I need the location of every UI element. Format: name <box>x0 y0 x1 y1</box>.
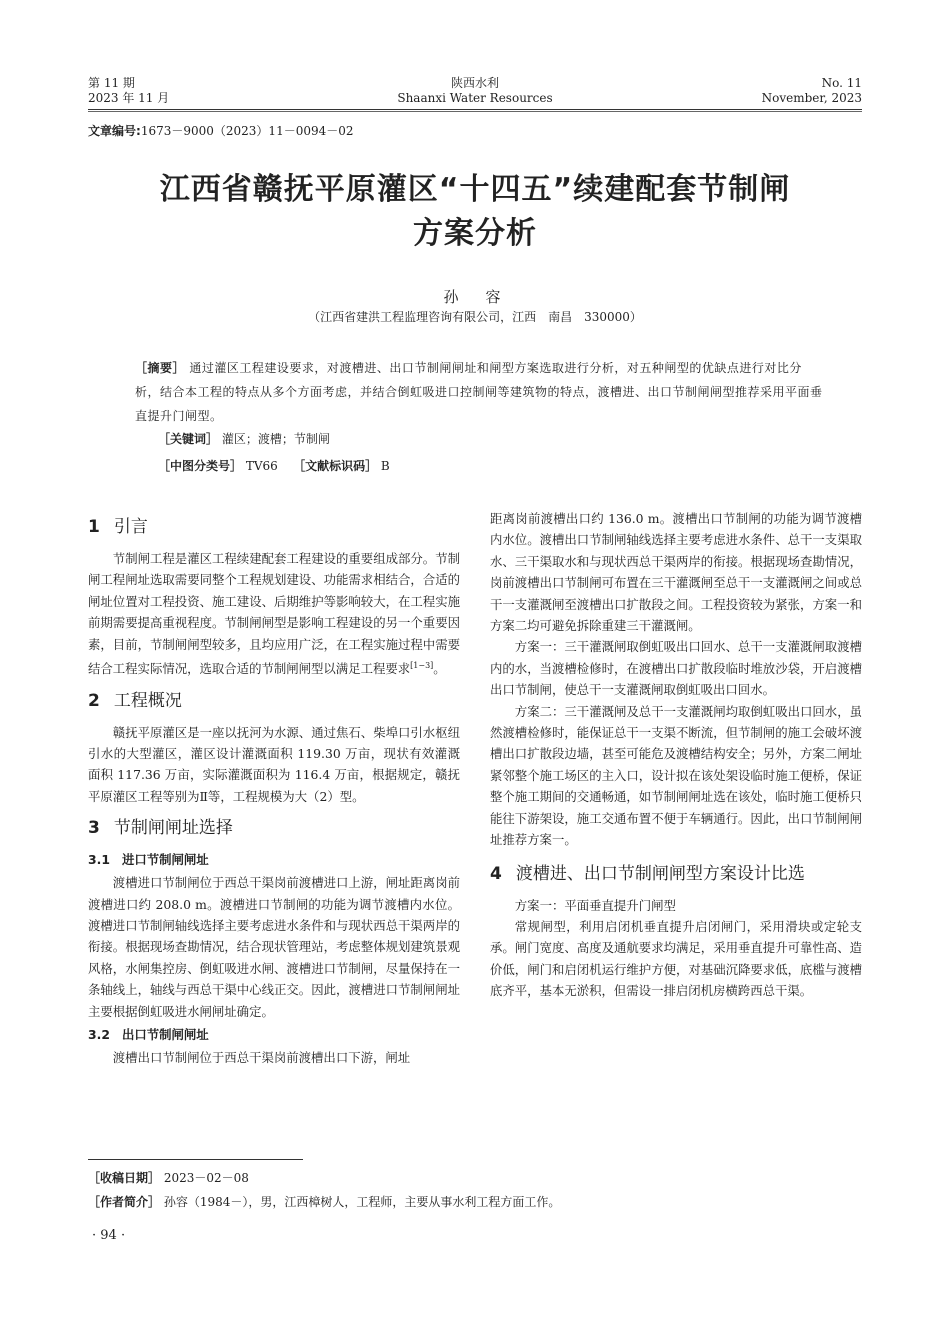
doc-code-value: B <box>380 459 390 473</box>
section-3-2-heading <box>88 1024 460 1045</box>
abstract <box>135 356 825 428</box>
header-right <box>762 76 862 106</box>
classification <box>158 457 390 475</box>
article-number <box>88 122 354 139</box>
section-3-number: 3 <box>88 818 100 839</box>
article-number-label: 文章编号: <box>88 124 141 138</box>
received-date <box>88 1170 249 1186</box>
section-4-heading <box>490 861 862 887</box>
clc-value: TV66 <box>245 459 278 473</box>
header-divider <box>88 109 862 110</box>
section-1-heading <box>88 514 460 540</box>
received-label: ［收稿日期］ <box>88 1171 161 1185</box>
section-3-2-paragraph-start: 渡槽出口节制闸位于西总干渠岗前渡槽出口下游，闸址 <box>112 1050 411 1066</box>
title-line-1: 江西省赣抚平原灌区“十四五”续建配套节制闸 <box>159 172 791 207</box>
left-column <box>88 508 460 1068</box>
section-3-title: 节制闸闸址选择 <box>113 818 233 839</box>
journal-name-en: Shaanxi Water Resources <box>397 91 553 105</box>
running-header <box>88 76 862 108</box>
section-3-heading <box>88 815 460 841</box>
section-2-number: 2 <box>88 690 100 711</box>
page-number: · 94 · <box>92 1228 126 1243</box>
section-3-2-paragraph-cont: 距离岗前渡槽出口约 136.0 m。渡槽出口节制闸的功能为调节渡槽内水位。渡槽出口节制闸轴线选择主要考虑进水条件、总干一支渠取水、三干渠取水和与现状西总干渠两岸的衔接。根据现场查勘情况，岗前渡槽出口节制闸可布置在三干灌溉闸至总干一支灌溉闸之间或总干一支灌溉闸至渡槽出口扩散段之间。工程投资较为紧张，方案一和方案二均可避免拆除重建三干灌溉闸。 <box>490 511 862 634</box>
section-1-text: 节制闸工程是灌区工程续建配套工程建设的重要组成部分。节制闸工程闸址选取需要同整个工程规划建设、功能需求相结合，合适的闸址位置对工程投资、施工建设、后期维护等影响较大，在工程实施前期需要提高重视程度。节制闸闸型是影响工程建设的另一个重要因素，目前，节制闸闸型较多，且均应用广泛，在工程实施过程中需要结合工程实际情况，选取合适的节制闸闸型以满足工程要求 <box>88 551 460 677</box>
section-3-1-number: 3.1 <box>88 852 110 868</box>
footnote-divider <box>88 1159 303 1160</box>
article-number-value: 1673－9000（2023）11－0094－02 <box>140 124 354 138</box>
section-2-heading <box>88 688 460 714</box>
section-1-paragraph <box>88 548 460 680</box>
keywords-label: ［关键词］ <box>158 432 219 446</box>
bio-text: 孙容（1984－），男，江西樟树人，工程师，主要从事水利工程方面工作。 <box>163 1195 561 1209</box>
section-4-subheading: 方案一：平面垂直提升门闸型 <box>514 897 676 913</box>
clc-label: ［中图分类号］ <box>158 459 243 473</box>
section-3-1-heading <box>88 849 460 870</box>
issue-number-en: No. 11 <box>821 76 862 90</box>
section-2-paragraph: 赣抚平原灌区是一座以抚河为水源、通过焦石、柴埠口引水枢纽引水的大型灌区，灌区设计灌溉面积 119.30 万亩，现状有效灌溉面积 117.36 万亩，实际灌溉面积为 116.4 万亩，根据规定，赣抚平原灌区工程等别为Ⅱ等，工程规模为大（2）型。 <box>88 724 460 804</box>
header-divider-thin <box>88 111 862 112</box>
paper-title <box>88 168 862 256</box>
keywords-text: 灌区；渡槽；节制闸 <box>221 432 330 446</box>
author-affiliation: （江西省建洪工程监理咨询有限公司，江西 南昌 330000） <box>308 310 642 324</box>
journal-name-cn: 陕西水利 <box>450 76 499 90</box>
scheme-1-paragraph: 方案一：三干灌溉闸取倒虹吸出口回水、总干一支灌溉闸取渡槽内的水，当渡槽检修时，在渡槽出口扩散段临时堆放沙袋，开启渡槽出口节制闸，使总干一支灌溉闸取倒虹吸出口回水。 <box>490 639 862 698</box>
section-4-number: 4 <box>490 863 502 884</box>
keywords <box>158 430 330 448</box>
section-3-1-paragraph: 渡槽进口节制闸位于西总干渠岗前渡槽进口上游，闸址距离岗前渡槽进口约 208.0 m。渡槽进口节制闸的功能为调节渡槽内水位。渡槽进口节制闸轴线选择主要考虑进水条件和与现状西总干渠两岸的衔接。根据现场查勘情况，结合现状管理站，考虑整体规划建筑景观风格，水闸集控房、倒虹吸进水闸、渡槽进口节制闸，尽量保持在一条轴线上，轴线与西总干渠中心线正交。因此，渡槽进口节制闸闸址主要根据倒虹吸进水闸闸址确定。 <box>88 875 460 1019</box>
abstract-text: 通过灌区工程建设要求，对渡槽进、出口节制闸闸址和闸型方案选取进行分析，对五种闸型的优缺点进行对比分析，结合本工程的特点从多个方面考虑，并结合倒虹吸进口控制闸等建筑物的特点，渡槽进、出口节制闸闸型推荐采用平面垂直提升门闸型。 <box>135 361 823 423</box>
abstract-label: ［摘要］ <box>135 361 186 375</box>
author-name: 孙 容 <box>443 288 507 306</box>
scheme-2-paragraph: 方案二：三干灌溉闸及总干一支灌溉闸均取倒虹吸出口回水，虽然渡槽检修时，能保证总干一支渠不断流，但节制闸的施工会破坏渡槽出口扩散段边墙，甚至可能危及渡槽结构安全；另外，方案二闸址紧邻整个施工场区的主入口，设计拟在该处架设临时施工便桥，保证整个施工期间的交通畅通，如节制闸闸址选在该处，临时施工便桥只能往下游架设，施工交通布置不便于车辆通行。因此，出口节制闸闸址推荐方案一。 <box>490 703 862 848</box>
section-3-1-title: 进口节制闸闸址 <box>121 852 209 868</box>
doc-code-label: ［文献标识码］ <box>293 459 378 473</box>
right-column <box>490 508 862 1002</box>
received-value: 2023－02－08 <box>163 1171 249 1185</box>
section-4-paragraph: 常规闸型，利用启闭机垂直提升启闭闸门，采用滑块或定轮支承。闸门宽度、高度及通航要求均满足，采用垂直提升可靠性高、造价低，闸门和启闭机运行维护方便，对基础沉降要求低，底槛与渡槽底齐平，基本无淤积，但需设一排启闭机房横跨西总干渠。 <box>490 918 862 999</box>
author-bio <box>88 1194 560 1210</box>
issue-date: 2023 年 11 月 <box>88 91 170 105</box>
issue-date-en: November, 2023 <box>761 91 862 105</box>
citation: [1−3] <box>410 661 434 671</box>
section-3-2-title: 出口节制闸闸址 <box>121 1027 209 1043</box>
section-3-2-number: 3.2 <box>88 1027 110 1043</box>
section-1-number: 1 <box>88 517 100 537</box>
section-2-title: 工程概况 <box>113 690 182 711</box>
bio-label: ［作者简介］ <box>88 1195 161 1209</box>
section-4-title: 渡槽进、出口节制闸闸型方案设计比选 <box>515 863 805 884</box>
issue-number: 第 11 期 <box>88 76 135 90</box>
title-line-2: 方案分析 <box>413 216 537 251</box>
header-center <box>88 76 862 106</box>
section-1-title: 引言 <box>113 517 148 537</box>
section-1-text-end: 。 <box>433 661 446 677</box>
